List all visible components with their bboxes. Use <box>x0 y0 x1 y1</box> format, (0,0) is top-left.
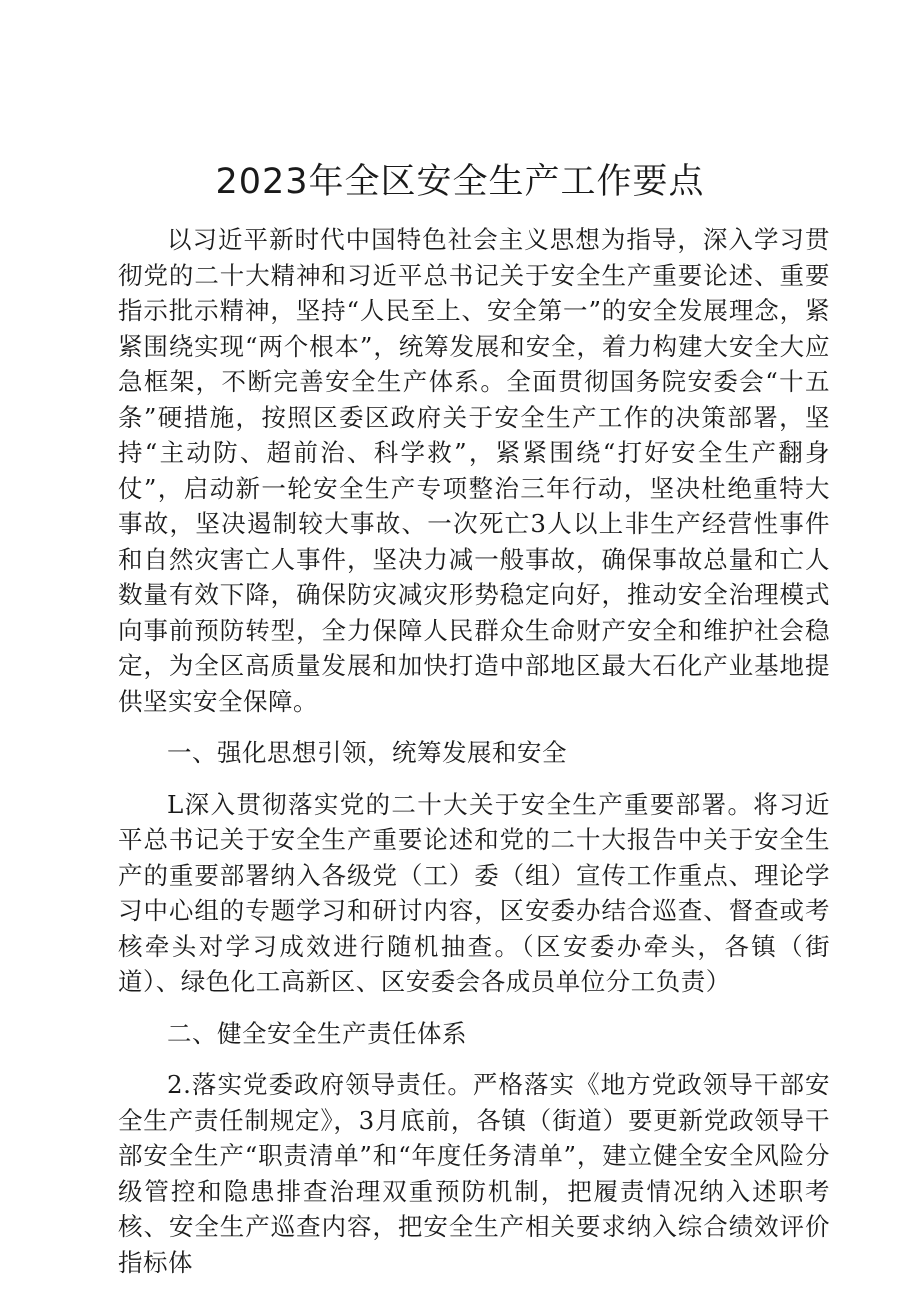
section-2-heading: 二、健全安全生产责任体系 <box>167 1018 467 1048</box>
section-2-item-2: 2.落实党委政府领导责任。严格落实《地方党政领导干部安全生产责任制规定》，3月底前，各镇（街道）要更新党政领导干部安全生产“职责清单”和“年度任务清单”，建立健全安全风险分级管控和隐患排查治理双重预防机制，把履责情况纳入述职考核、安全生产巡查内容，把安全生产相关要求纳入综合绩效评价指标体 <box>118 1070 830 1277</box>
section-1-heading: 一、强化思想引领，统筹发展和安全 <box>167 738 567 767</box>
document-body <box>118 222 830 1280</box>
document-title: 2023年全区安全生产工作要点 <box>215 162 705 202</box>
section-1-item-1: L深入贯彻落实党的二十大关于安全生产重要部署。将习近平总书记关于安全生产重要论述和党的二十大报告中关于安全生产的重要部署纳入各级党（工）委（组）宣传工作重点、理论学习中心组的专题学习和研讨内容，区安委办结合巡查、督查或考核牵头对学习成效进行随机抽查。（区安委办牵头，各镇（街道）、绿色化工高新区、区安委会各成员单位分工负责） <box>118 789 830 996</box>
intro-paragraph: 以习近平新时代中国特色社会主义思想为指导，深入学习贯彻党的二十大精神和习近平总书记关于安全生产重要论述、重要指示批示精神，坚持“人民至上、安全第一”的安全发展理念，紧紧围绕实现“两个根本”，统筹发展和安全，着力构建大安全大应急框架，不断完善安全生产体系。全面贯彻国务院安委会“十五条”硬措施，按照区委区政府关于安全生产工作的决策部署，坚持“主动防、超前治、科学救”，紧紧围绕“打好安全生产翻身仗”，启动新一轮安全生产专项整治三年行动，坚决杜绝重特大事故，坚决遏制较大事故、一次死亡3人以上非生产经营性事件和自然灾害亡人事件，坚决力减一般事故，确保事故总量和亡人数量有效下降，确保防灾减灾形势稳定向好，推动安全治理模式向事前预防转型，全力保障人民群众生命财产安全和维护社会稳定，为全区高质量发展和加快打造中部地区最大石化产业基地提供坚实安全保障。 <box>118 225 830 716</box>
